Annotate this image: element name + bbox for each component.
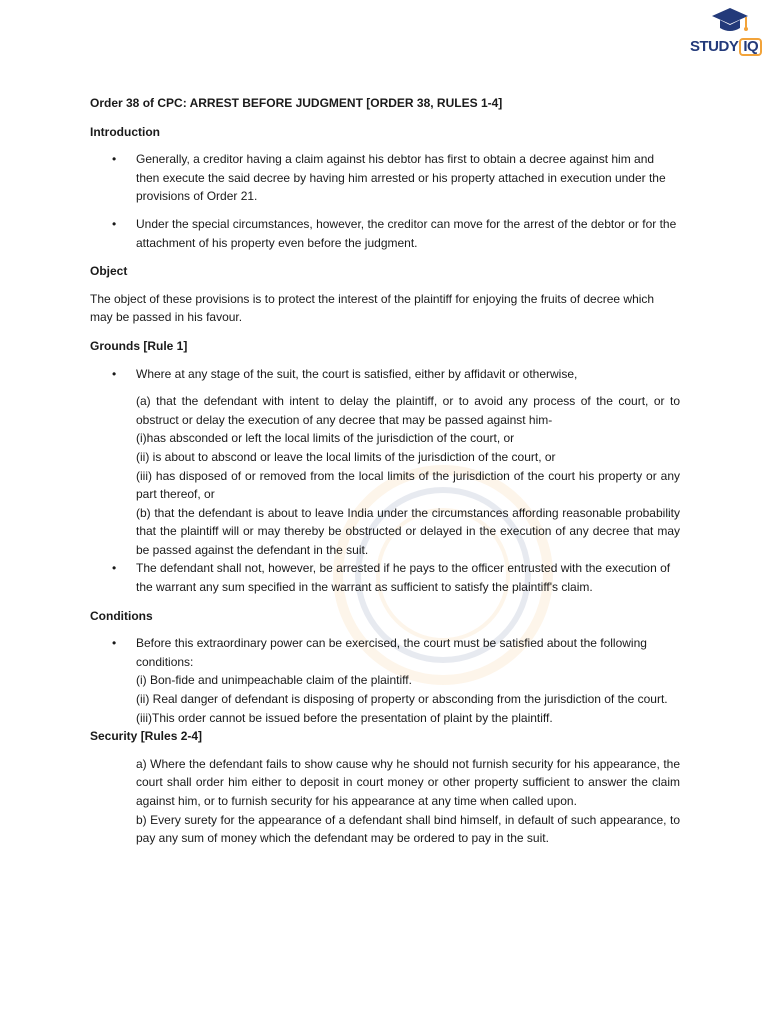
list-item: • Before this extraordinary power can be exercised, the court must be satisfied about the following conditions: [112, 636, 647, 669]
studyiq-logo [690, 4, 762, 68]
clause-line: (iii) has disposed of or removed from the local limits of the jurisdiction of the court his property or any part thereof, or [136, 468, 680, 502]
logo-wordmark: STUDY IQ [690, 38, 762, 56]
grounds-list [90, 365, 680, 384]
conditions-list [90, 634, 680, 671]
document-body [90, 94, 680, 848]
list-item: • Generally, a creditor having a claim against his debtor has first to obtain a decree against him and then execute the said decree by having him arrested or his property attached in execution under the provisions of Order 21. [112, 152, 666, 204]
introduction-heading: Introduction [90, 124, 160, 139]
clause-line: (ii) is about to abscond or leave the local limits of the jurisdiction of the court, or [136, 449, 556, 464]
security-items [90, 755, 680, 848]
conditions-items [90, 671, 680, 727]
document-title: Order 38 of CPC: ARREST BEFORE JUDGMENT [ORDER 38, RULES 1-4] [90, 96, 503, 110]
list-item: • Under the special circumstances, however, the creditor can move for the arrest of the debtor or for the attachment of his property even before the judgment. [112, 216, 677, 250]
list-item: • Where at any stage of the suit, the court is satisfied, either by affidavit or otherwise, [112, 366, 578, 381]
list-item: • The defendant shall not, however, be arrested if he pays to the officer entrusted with the execution of the warrant any sum specified in the warrant as sufficient to satisfy the plaintiff's claim. [112, 561, 671, 595]
object-text: The object of these provisions is to protect the interest of the plaintiff for enjoying the fruits of decree which may be passed in his favour. [90, 291, 655, 325]
conditions-heading: Conditions [90, 608, 153, 623]
grounds-clauses [90, 392, 680, 559]
clause-line: (b) that the defendant is about to leave India under the circumstances affording reasonable probability that the plaintiff will or may thereby be obstructed or delayed in the execution of any decree that may be passed against the defendant in the suit. [136, 505, 680, 557]
security-line: b) Every surety for the appearance of a defendant shall bind himself, in default of such appearance, to pay any sum of money which the defendant may be ordered to pay in the suit. [136, 812, 680, 846]
introduction-list [90, 150, 680, 252]
grounds-heading: Grounds [Rule 1] [90, 338, 188, 353]
condition-line: (i) Bon-fide and unimpeachable claim of the plaintiff. [136, 673, 412, 688]
condition-line: (ii) Real danger of defendant is disposing of property or absconding from the jurisdiction of the court. [136, 692, 668, 707]
condition-line: (iii)This order cannot be issued before the presentation of plaint by the plaintiff. [136, 710, 553, 725]
grounds-list-2 [90, 559, 680, 596]
clause-line: (i)has absconded or left the local limits of the jurisdiction of the court, or [136, 431, 515, 446]
security-heading: Security [Rules 2-4] [90, 729, 203, 744]
object-heading: Object [90, 264, 128, 279]
clause-line: (a) that the defendant with intent to delay the plaintiff, or to avoid any process of the court, or to obstruct or delay the execution of any decree that may be passed against him- [136, 394, 680, 427]
graduation-cap-icon [710, 6, 750, 40]
security-line: a) Where the defendant fails to show cause why he should not furnish security for his appearance, the court shall order him either to deposit in court money or other property sufficient to answer the claim against him, or to furnish security for his appearance at any time when called upon. [136, 756, 680, 808]
